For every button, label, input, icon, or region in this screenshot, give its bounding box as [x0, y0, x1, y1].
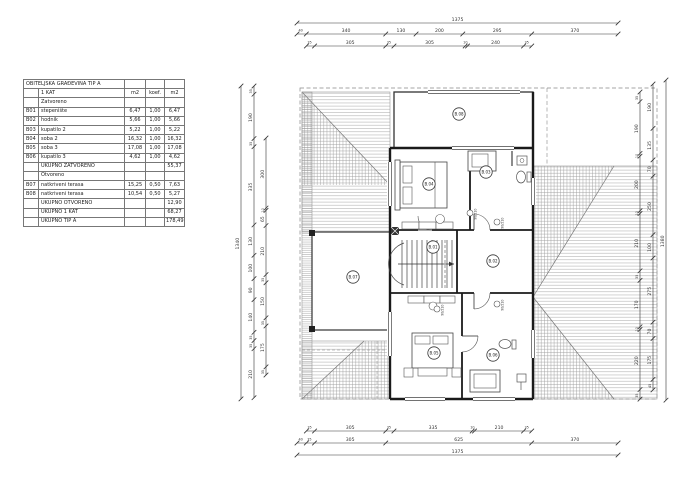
room-code: B03 — [24, 125, 39, 134]
room-code: B01 — [24, 107, 39, 116]
dim-label: 35 — [386, 425, 392, 430]
sink — [517, 156, 527, 165]
dim-label: 625 — [454, 438, 464, 444]
dim-label: 35 — [248, 343, 253, 348]
dim-label: 1375 — [451, 450, 464, 456]
room-area: 4,62 — [125, 153, 146, 162]
window-gap — [405, 396, 445, 402]
door-opening — [459, 336, 465, 352]
room-name: stepenište — [39, 107, 125, 116]
dim-label: 70 — [647, 328, 653, 335]
dim-label: 35 — [386, 40, 392, 45]
room-area-koef: 16,32 — [165, 135, 185, 144]
room-name: kupatilo 3 — [39, 153, 125, 162]
room-label-B.08: B.08 — [454, 111, 464, 117]
furniture — [395, 151, 531, 392]
dim-label: 45 — [647, 383, 652, 388]
dim-label: 1340 — [235, 237, 241, 250]
dim-label: 210 — [634, 238, 640, 248]
nightstand — [452, 368, 461, 377]
room-code: B07 — [24, 181, 39, 190]
dim-label: 35 — [260, 320, 265, 326]
window-gap — [452, 145, 514, 151]
window-gap — [387, 162, 393, 206]
doors — [418, 214, 490, 352]
room-code: B02 — [24, 116, 39, 125]
room-label-B.05: B.05 — [429, 350, 439, 356]
room-label-B.07: B.07 — [348, 274, 358, 280]
dim-label: 130 — [248, 236, 254, 246]
lamp — [436, 215, 445, 224]
dim-label: 35 — [248, 89, 253, 94]
room-name: hodnik — [39, 116, 125, 125]
dim-label: 35 — [524, 425, 529, 430]
dim-label: 190 — [647, 102, 653, 112]
room-area-koef: 7,63 — [165, 181, 185, 190]
total-value: 12,90 — [165, 199, 185, 208]
room-koef: 1,00 — [146, 153, 165, 162]
terrace-b08 — [394, 92, 533, 148]
dim-label: 275 — [647, 286, 653, 296]
door-tag-circle — [434, 306, 440, 312]
dim-label: 35 — [260, 369, 265, 375]
dim-label: 220 — [634, 356, 640, 366]
dim-label: 10 — [470, 425, 475, 430]
dim-label: 170 — [634, 300, 640, 310]
room-label-B.02: B.02 — [488, 258, 498, 264]
dim-label: 370 — [570, 29, 580, 35]
dim-label: 200 — [435, 29, 444, 35]
room-koef: 1,00 — [146, 135, 165, 144]
toilet — [499, 340, 511, 349]
total-label: UKUPNO OTVORENO — [39, 199, 125, 208]
dim-label: 10 — [634, 327, 639, 332]
door-tag-circle — [467, 210, 473, 216]
total-value: 178,49 — [165, 217, 185, 226]
staircase — [389, 240, 454, 288]
dim-label: 210 — [494, 426, 504, 432]
room-label-B.01: B.01 — [428, 244, 438, 250]
dim-label: 190 — [634, 124, 640, 134]
dim-label: 1380 — [660, 235, 666, 248]
dim-label: 130 — [396, 29, 406, 35]
room-label-B.03: B.03 — [481, 169, 491, 175]
col-header: m2 — [125, 89, 146, 98]
total-value: 55,37 — [165, 162, 185, 171]
room-area-koef: 6,47 — [165, 107, 185, 116]
dim-label: 305 — [345, 41, 355, 47]
room-area: 16,32 — [125, 135, 146, 144]
room-area: 17,08 — [125, 144, 146, 153]
dim-label: 175 — [647, 355, 653, 365]
room-area-koef: 17,08 — [165, 144, 185, 153]
dim-label: 10 — [260, 208, 265, 213]
room-name: natkriveni terasa — [39, 190, 125, 199]
room-koef: 1,00 — [146, 107, 165, 116]
room-area-koef: 5,66 — [165, 116, 185, 125]
dim-label: 40 — [298, 28, 303, 33]
door-tag-label: 90/210 — [440, 304, 445, 316]
room-code: B05 — [24, 144, 39, 153]
section-label: Otvoreno — [39, 171, 125, 180]
total-label: UKUPNO TIP A — [39, 217, 125, 226]
door-tag-label: 90/210 — [500, 299, 505, 311]
dim-label: 35 — [307, 437, 312, 442]
room-area: 15,25 — [125, 181, 146, 190]
room-koef: 0,50 — [146, 190, 165, 199]
dim-label: 35 — [634, 393, 639, 398]
dim-label: 210 — [260, 246, 266, 256]
toilet — [517, 171, 526, 183]
room-area-koef: 4,62 — [165, 153, 185, 162]
dim-label: 250 — [647, 202, 653, 212]
room-koef: 1,00 — [146, 125, 165, 134]
dim-label: 35 — [634, 274, 639, 279]
wardrobe — [402, 222, 419, 229]
dim-label: 340 — [341, 29, 351, 35]
room-code: B08 — [24, 190, 39, 199]
room-name: natkriveni terasa — [39, 181, 125, 190]
shower — [470, 370, 500, 392]
col-header: m2 — [165, 89, 185, 98]
room-name: soba 2 — [39, 135, 125, 144]
dim-label: 335 — [248, 182, 254, 192]
dim-label: 135 — [647, 140, 653, 150]
toilet-tank — [527, 172, 531, 182]
section-label: Zatvoreno — [39, 98, 125, 107]
stair-arrow — [449, 262, 454, 267]
room-area-koef: 5,22 — [165, 125, 185, 134]
dim-label: 150 — [260, 297, 266, 306]
toilet-tank — [512, 340, 516, 349]
dim-label: 300 — [260, 169, 266, 179]
dim-label: 305 — [345, 438, 355, 444]
col-header: 1 KAT — [39, 89, 125, 98]
room-name: kupatilo 2 — [39, 125, 125, 134]
wardrobe — [419, 222, 436, 229]
total-label: UKUPNO 1 KAT — [39, 208, 125, 217]
room-area: 10,54 — [125, 190, 146, 199]
window-gap — [387, 312, 393, 356]
total-label: UKUPNO ZATVORENO — [39, 162, 125, 171]
dim-label: 305 — [345, 426, 355, 432]
dim-label: 175 — [260, 343, 266, 352]
door-tag-circle — [494, 301, 500, 307]
dim-label: 210 — [248, 370, 254, 379]
dim-label: 35 — [248, 335, 253, 340]
dim-label: 240 — [491, 41, 500, 47]
room-area: 5,66 — [125, 116, 146, 125]
dim-label: 35 — [524, 40, 529, 45]
dim-label: 10 — [634, 153, 639, 159]
dim-label: 35 — [634, 95, 639, 101]
dim-label: 10 — [634, 211, 639, 216]
dim-label: 35 — [307, 425, 312, 430]
door-tag-label: 90/210 — [500, 217, 505, 229]
window-gap — [530, 330, 536, 358]
dim-label: 335 — [428, 426, 438, 432]
dim-label: 35 — [248, 141, 253, 146]
dim-label: 305 — [425, 41, 434, 47]
door-tag-circle — [494, 219, 500, 225]
room-label-B.06: B.06 — [488, 352, 498, 358]
room-code: B04 — [24, 135, 39, 144]
table-title: OBITELJSKA GRAĐEVINA TIP A — [24, 80, 125, 89]
dim-label: 35 — [260, 277, 265, 283]
room-koef: 1,00 — [146, 116, 165, 125]
dim-label: 70 — [647, 166, 653, 173]
room-label-B.04: B.04 — [424, 181, 434, 187]
dim-label: 140 — [248, 312, 254, 322]
dim-label: 370 — [570, 438, 580, 444]
room-code: B06 — [24, 153, 39, 162]
nightstand — [404, 368, 413, 377]
dim-label: 90 — [248, 287, 254, 294]
dim-label: 190 — [248, 113, 254, 122]
dim-label: 100 — [647, 243, 653, 252]
door-opening — [474, 290, 490, 296]
door-opening — [474, 227, 490, 233]
room-area: 5,22 — [125, 125, 146, 134]
wardrobe — [440, 296, 455, 303]
bench — [418, 368, 447, 376]
dim-label: 200 — [634, 180, 640, 190]
dim-label: 35 — [307, 40, 312, 45]
total-value: 68,27 — [165, 208, 185, 217]
window-gap — [428, 89, 520, 95]
roof-eave-strip — [302, 92, 312, 399]
room-area: 6,47 — [125, 107, 146, 116]
room-koef: 0,50 — [146, 181, 165, 190]
bed-headboard — [395, 160, 400, 210]
wardrobe — [408, 296, 424, 303]
dim-label: 100 — [248, 263, 254, 273]
dim-label: 10 — [463, 40, 468, 45]
terrace-column — [309, 230, 315, 236]
room-area-koef: 5,27 — [165, 190, 185, 199]
window-gap — [473, 396, 515, 402]
dim-label: 65 — [260, 216, 266, 223]
room-koef: 1,00 — [146, 144, 165, 153]
col-header: koef. — [146, 89, 165, 98]
room-name: soba 3 — [39, 144, 125, 153]
dim-label: 1375 — [451, 18, 464, 24]
terrace-column — [309, 326, 315, 332]
sink — [517, 374, 526, 382]
dim-label: 295 — [492, 29, 502, 35]
dim-label: 40 — [298, 437, 303, 442]
door-tag-label: 90/210 — [473, 208, 478, 220]
